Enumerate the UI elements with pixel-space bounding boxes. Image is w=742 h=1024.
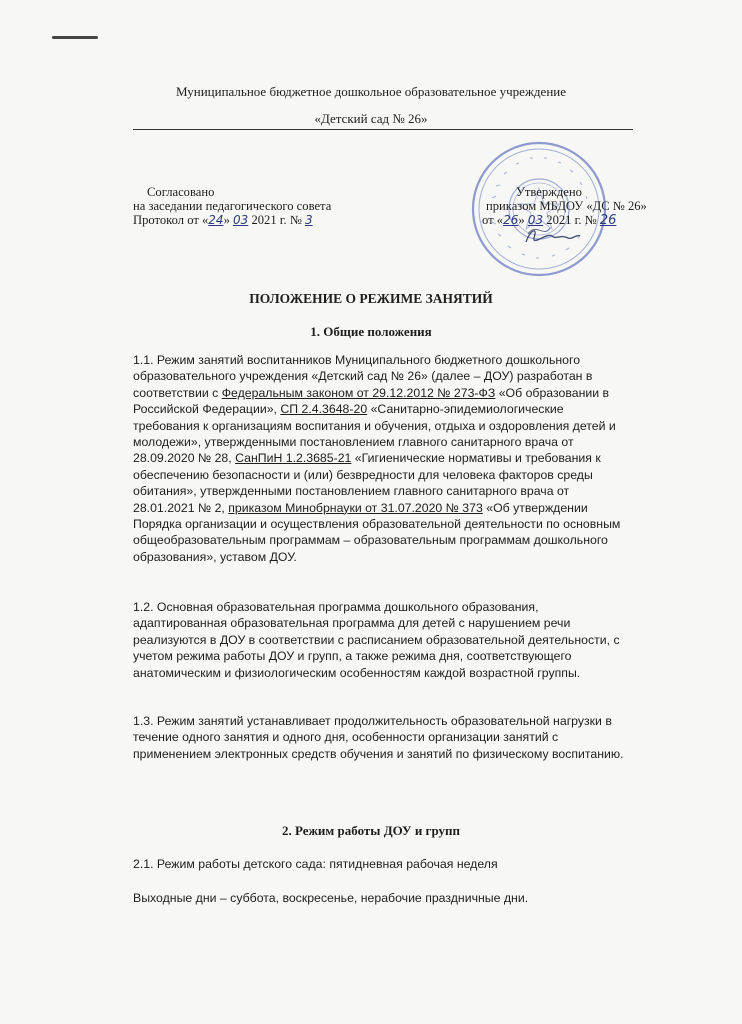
header-divider	[133, 129, 633, 130]
paragraph-1-2: 1.2. Основная образовательная программа дошкольного образования, адаптированная образовательная программа для детей с нарушением речи реализуются в ДОУ в соответствии с расписанием образовательной деятельности, с учетом режима работы ДОУ и групп, а также режима дня, соответствующего анатомическим и физиологическим особенностям каждой возрастной группы.	[133, 600, 620, 680]
paragraph-1-1	[133, 352, 633, 565]
sanpin-link[interactable]: СанПиН 1.2.3685-21	[235, 451, 352, 466]
p1-1-text-a: 1.1. Режим занятий воспитанников Муниципального бюджетного дошкольного образовательного учреждения «Детский сад № 26» (далее – ДОУ) разработан в соответствии с	[133, 353, 593, 400]
agreed-label: Согласовано	[147, 185, 215, 199]
protocol-line	[133, 213, 331, 227]
order-number: 26	[599, 213, 617, 228]
org-name: Муниципальное бюджетное дошкольное образовательное учреждение	[176, 84, 566, 99]
p1-1-text-b: «Об образовании в Российской Федерации»,	[133, 385, 610, 417]
order-date-mid: »	[518, 213, 525, 227]
order-date-prefix: от «	[482, 213, 504, 227]
protocol-prefix: Протокол от «	[133, 213, 209, 227]
order-link[interactable]: приказом Минобрнауки от 31.07.2020 № 373	[228, 500, 483, 515]
protocol-day: 24	[208, 213, 224, 227]
order-year: 2021 г. №	[546, 213, 597, 227]
kindergarten-name: «Детский сад № 26»	[314, 111, 428, 126]
protocol-mid: »	[223, 213, 230, 227]
approved-label: Утверждено	[516, 185, 582, 199]
order-month: 03	[527, 213, 544, 227]
paragraph-1-3: 1.3. Режим занятий устанавливает продолжительность образовательной нагрузки в течение одного занятия и одного дня, особенности организации занятий с применением электронных средств обучения и занятий по физическому воспитанию.	[133, 714, 624, 761]
paragraph-2-1: 2.1. Режим работы детского сада: пятидневная рабочая неделя	[133, 857, 498, 871]
agreed-block	[133, 185, 331, 227]
law-link[interactable]: Федеральным законом от 29.12.2012 № 273-ФЗ	[221, 385, 496, 400]
council-label: на заседании педагогического совета	[133, 199, 332, 213]
document-title: ПОЛОЖЕНИЕ О РЕЖИМЕ ЗАНЯТИЙ	[249, 291, 493, 306]
p1-1-text-e: «Об утверждении Порядка организации и осуществления образовательной деятельности по основным общеобразовательным программам – образовательным программам дошкольного образования», уставом ДОУ.	[133, 500, 621, 564]
section-2-title: 2. Режим работы ДОУ и групп	[281, 823, 461, 838]
approved-block	[482, 185, 647, 228]
section-1-title: 1. Общие положения	[310, 324, 432, 339]
protocol-year: 2021 г. №	[251, 213, 302, 227]
p1-1-text-d: «Гигиенические нормативы и требования к обеспечению безопасности и (или) безвредности для человека факторов среды обитания», утвержденными постановлением главного санитарного врача от 28.01.2021 № 2,	[133, 451, 601, 515]
scan-mark	[52, 36, 98, 39]
order-date-line	[482, 213, 647, 228]
order-label: приказом МБДОУ «ДС № 26»	[486, 199, 647, 213]
sp-link[interactable]: СП 2.4.3648-20	[280, 402, 368, 417]
days-off-paragraph: Выходные дни – суббота, воскресенье, нерабочие праздничные дни.	[133, 891, 529, 905]
protocol-number: 3	[305, 213, 313, 227]
protocol-month: 03	[233, 213, 249, 227]
p1-1-text-c: «Санитарно-эпидемиологические требования к организациям воспитания и обучения, отдыха и оздоровления детей и молодежи», утвержденными постановлением главного санитарного врача от 28.09.2020 № 28,	[133, 402, 616, 466]
order-day: 26	[503, 213, 519, 227]
